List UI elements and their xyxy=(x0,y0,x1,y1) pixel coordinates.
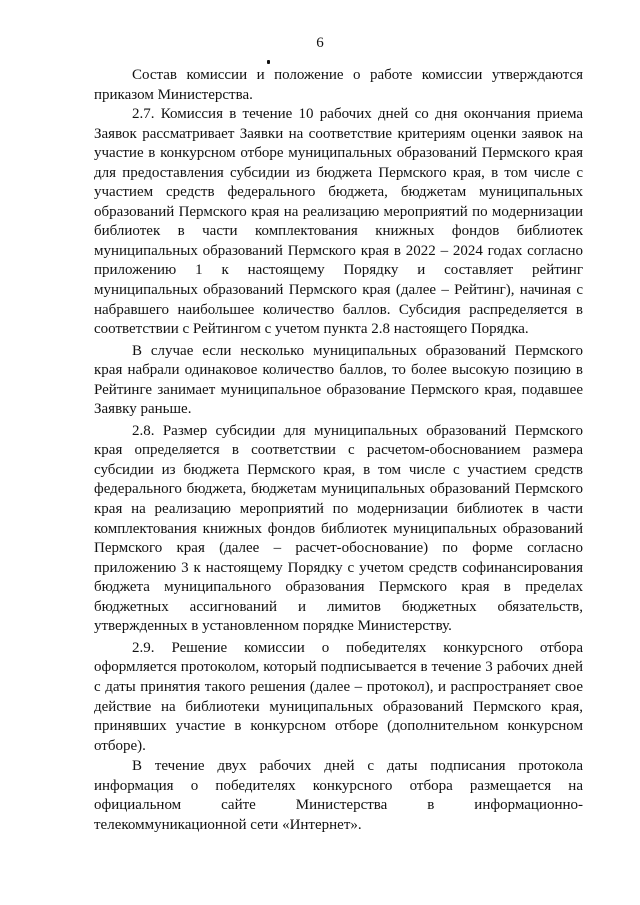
paragraph-commission-composition: Состав комиссии и положение о работе комиссии утверждаются приказом Министерства. xyxy=(94,67,583,103)
document-body xyxy=(94,66,583,835)
paragraph-2-8: 2.8. Размер субсидии для муниципальных образований Пермского края определяется в соответствии с расчетом-обоснованием размера субсидии из бюджета Пермского края, в том числе с участием средств федерального бюджета, бюджетам муниципальных образований Пермского края на реализацию мероприятий по модернизации библиотек в части комплектования книжных фондов библиотек муниципальных образований Пермского края (далее – расчет-обоснование) по форме согласно приложению 3 к настоящему Порядку с учетом средств софинансирования бюджета муниципального образования Пермского края в пределах бюджетных ассигнований и лимитов бюджетных обязательств, утвержденных в установленном порядке Министерству. xyxy=(94,422,583,635)
paragraph-2-9: 2.9. Решение комиссии о победителях конкурсного отбора оформляется протоколом, который подписывается в течение 3 рабочих дней с даты принятия такого решения (далее – протокол), и распространяет свое действие на библиотеки муниципальных образований Пермского края, принявших участие в конкурсном отборе (дополнительном конкурсном отборе). xyxy=(94,639,583,754)
scan-speck xyxy=(267,60,270,64)
page-number: 6 xyxy=(316,35,324,51)
paragraph-publication: В течение двух рабочих дней с даты подписания протокола информация о победителях конкурсного отбора размещается на официальном сайте Министерства в информационно-телекоммуникационной сети «Интернет». xyxy=(94,758,583,833)
paragraph-equal-scores: В случае если несколько муниципальных образований Пермского края набрали одинаковое количество баллов, то более высокую позицию в Рейтинге занимает муниципальное образование Пермского края, подавшее Заявку раньше. xyxy=(94,342,583,418)
paragraph-2-7: 2.7. Комиссия в течение 10 рабочих дней со дня окончания приема Заявок рассматривает Заявки на соответствие критериям оценки заявок на участие в конкурсном отборе муниципальных образований Пермского края для предоставления субсидии из бюджета Пермского края, в том числе с участием средств федерального бюджета, бюджетам муниципальных образований Пермского края на реализацию мероприятий по модернизации библиотек в части комплектования книжных фондов библиотек муниципальных образований Пермского края в 2022 – 2024 годах согласно приложению 1 к настоящему Порядку и составляет рейтинг муниципальных образований Пермского края (далее – Рейтинг), начиная с набравшего наибольшее количество баллов. Субсидия распределяется в соответствии с Рейтингом с учетом пункта 2.8 настоящего Порядка. xyxy=(94,106,583,338)
